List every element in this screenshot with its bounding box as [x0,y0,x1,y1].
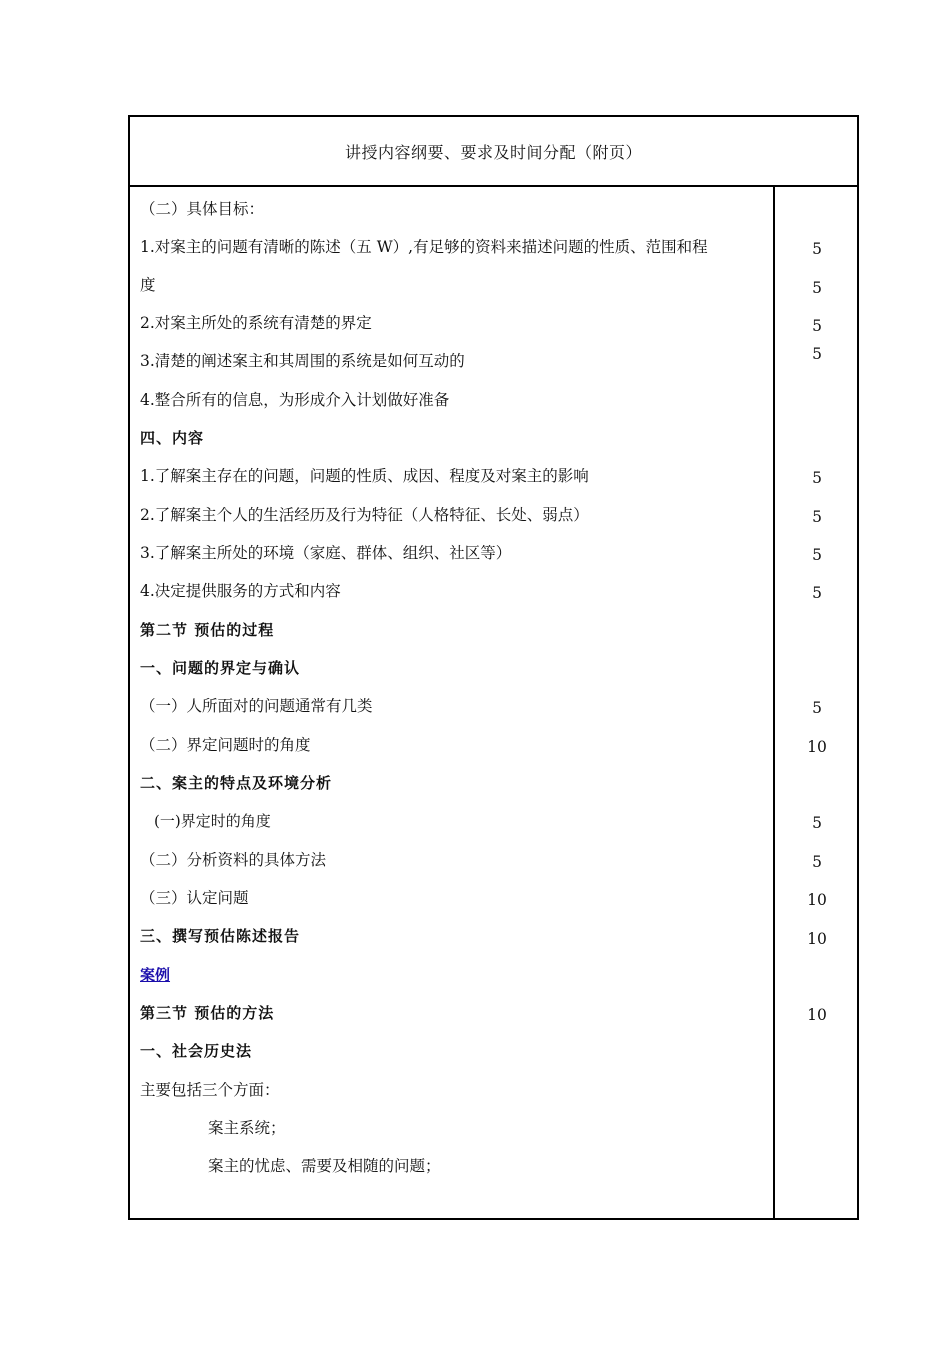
page-title: 讲授内容纲要、要求及时间分配（附页） [344,142,642,162]
content-line-item-2: 2.了解案主个人的生活经历及行为特征（人格特征、长处、弱点） [140,506,589,524]
time-value: 5 [812,853,822,871]
table-header [130,117,857,187]
content-line-item-1: 1.了解案主存在的问题，问题的性质、成因、程度及对案主的影响 [140,467,589,485]
time-value: 5 [812,345,822,363]
content-line-client-system: 案主系统； [208,1119,286,1137]
content-line-goal-3: 3.清楚的阐述案主和其周围的系统是如何互动的 [140,352,465,370]
time-value: 5 [812,699,822,717]
time-value: 5 [812,469,822,487]
content-line-goal-1-cont: 度 [140,276,156,294]
content-line-goal-2: 2.对案主所处的系统有清楚的界定 [140,314,372,332]
time-value: 5 [812,279,822,297]
content-line-problem-angle: （二）界定问题时的角度 [140,736,311,754]
time-value: 10 [807,930,827,948]
content-line-identify-problem: （三）认定问题 [140,889,249,907]
content-line-problem-types: （一）人所面对的问题通常有几类 [140,697,373,715]
time-value: 10 [807,1006,827,1024]
time-value: 5 [812,240,822,258]
content-line-analysis-method: （二）分析资料的具体方法 [140,851,327,869]
time-value: 10 [807,891,827,909]
content-line-goal-4: 4.整合所有的信息，为形成介入计划做好准备 [140,391,450,409]
time-value: 5 [812,584,822,602]
content-line-item-4: 4.决定提供服务的方式和内容 [140,582,341,600]
syllabus-table [128,115,859,1220]
subsection-heading-problem: 一、问题的界定与确认 [140,659,301,677]
time-value: 5 [812,508,822,526]
content-line-goal-1: 1.对案主的问题有清晰的陈述（五 W）,有足够的资料来描述问题的性质、范围和程 [140,238,708,256]
time-value: 10 [807,738,827,756]
section-heading-methods: 第三节 预估的方法 [140,1004,275,1022]
subsection-heading-social-history: 一、社会历史法 [140,1042,253,1060]
time-value: 5 [812,814,822,832]
time-value: 5 [812,546,822,564]
content-line-define-angle: (一)界定时的角度 [154,812,271,830]
section-heading-content: 四、内容 [140,429,205,447]
subsection-heading-report: 三、撰写预估陈述报告 [140,927,301,945]
time-value: 5 [812,317,822,335]
content-line-client-concerns: 案主的忧虑、需要及相随的问题； [208,1157,441,1175]
section-heading-process: 第二节 预估的过程 [140,621,275,639]
content-line-item-3: 3.了解案主所处的环境（家庭、群体、组织、社区等） [140,544,512,562]
case-link[interactable]: 案例 [140,966,171,984]
content-line-three-aspects: 主要包括三个方面： [140,1081,280,1099]
subsection-heading-client: 二、案主的特点及环境分析 [140,774,333,792]
content-line-specific-goals: （二）具体目标： [140,200,265,218]
